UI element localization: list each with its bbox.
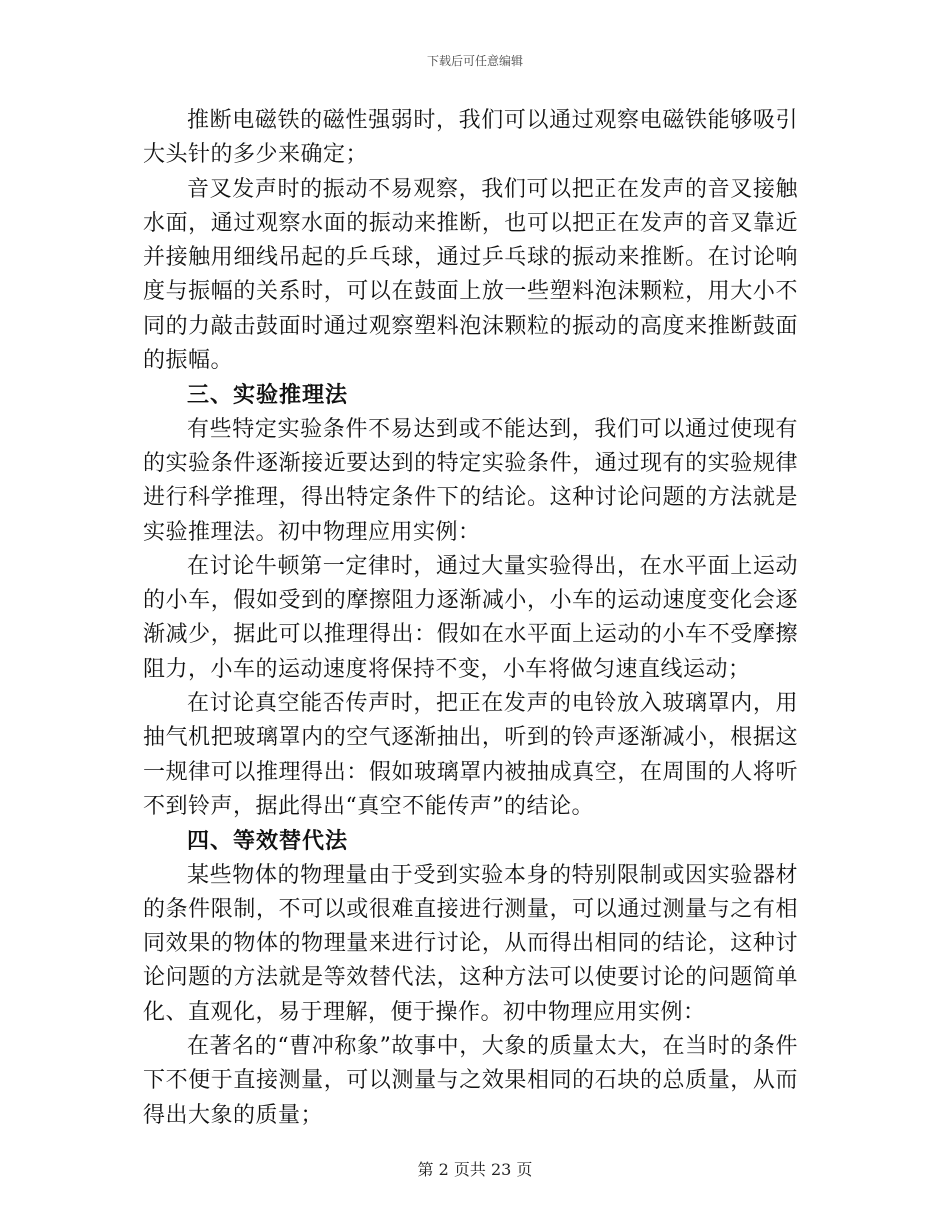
paragraph-tuning-fork: 音叉发声时的振动不易观察，我们可以把正在发声的音叉接触水面，通过观察水面的振动来推断，也可以把正在发声的音叉靠近并接触用细线吊起的乒乓球，通过乒乓球的振动来推断。在讨论响度与振幅的关系时，可以在鼓面上放一些塑料泡沫颗粒，用大小不同的力敲击鼓面时通过观察塑料泡沫颗粒的振动的高度来推断鼓面的振幅。: [143, 176, 798, 374]
section-heading-experimental-reasoning: 三、实验推理法: [187, 382, 349, 409]
section-heading-equivalent-substitution: 四、等效替代法: [187, 828, 349, 855]
paragraph-cao-chong-elephant: 在著名的“曹冲称象”故事中，大象的质量太大，在当时的条件下不便于直接测量，可以测量与之效果相同的石块的总质量，从而得出大象的质量；: [143, 1034, 798, 1128]
paragraph-substitution-intro: 某些物体的物理量由于受到实验本身的特别限制或因实验器材的条件限制，不可以或很难直接进行测量，可以通过测量与之有相同效果的物体的物理量来进行讨论，从而得出相同的结论，这种讨论问题的方法就是等效替代法，这种方法可以使要讨论的问题简单化、直观化，易于理解，便于操作。初中物理应用实例：: [143, 862, 798, 1025]
paragraph-newton-first-law: 在讨论牛顿第一定律时，通过大量实验得出，在水平面上运动的小车，假如受到的摩擦阻力逐渐减小，小车的运动速度变化会逐渐减少，据此可以推理得出：假如在水平面上运动的小车不受摩擦阻力，小车的运动速度将保持不变，小车将做匀速直线运动；: [143, 553, 798, 682]
paragraph-vacuum-sound: 在讨论真空能否传声时，把正在发声的电铃放入玻璃罩内，用抽气机把玻璃罩内的空气逐渐抽出，听到的铃声逐渐减小，根据这一规律可以推理得出：假如玻璃罩内被抽成真空，在周围的人将听不到铃声，据此得出“真空不能传声”的结论。: [143, 691, 798, 819]
paragraph-reasoning-intro: 有些特定实验条件不易达到或不能达到，我们可以通过使现有的实验条件逐渐接近要达到的特定实验条件，通过现有的实验规律进行科学推理，得出特定条件下的结论。这种讨论问题的方法就是实验推理法。初中物理应用实例：: [143, 416, 798, 545]
page-number-footer: 第 2 页共 23 页: [417, 1160, 533, 1179]
page-header: 下载后可任意编辑: [426, 54, 523, 68]
document-body: [143, 104, 798, 1133]
paragraph-electromagnet: 推断电磁铁的磁性强弱时，我们可以通过观察电磁铁能够吸引大头针的多少来确定；: [143, 108, 798, 168]
